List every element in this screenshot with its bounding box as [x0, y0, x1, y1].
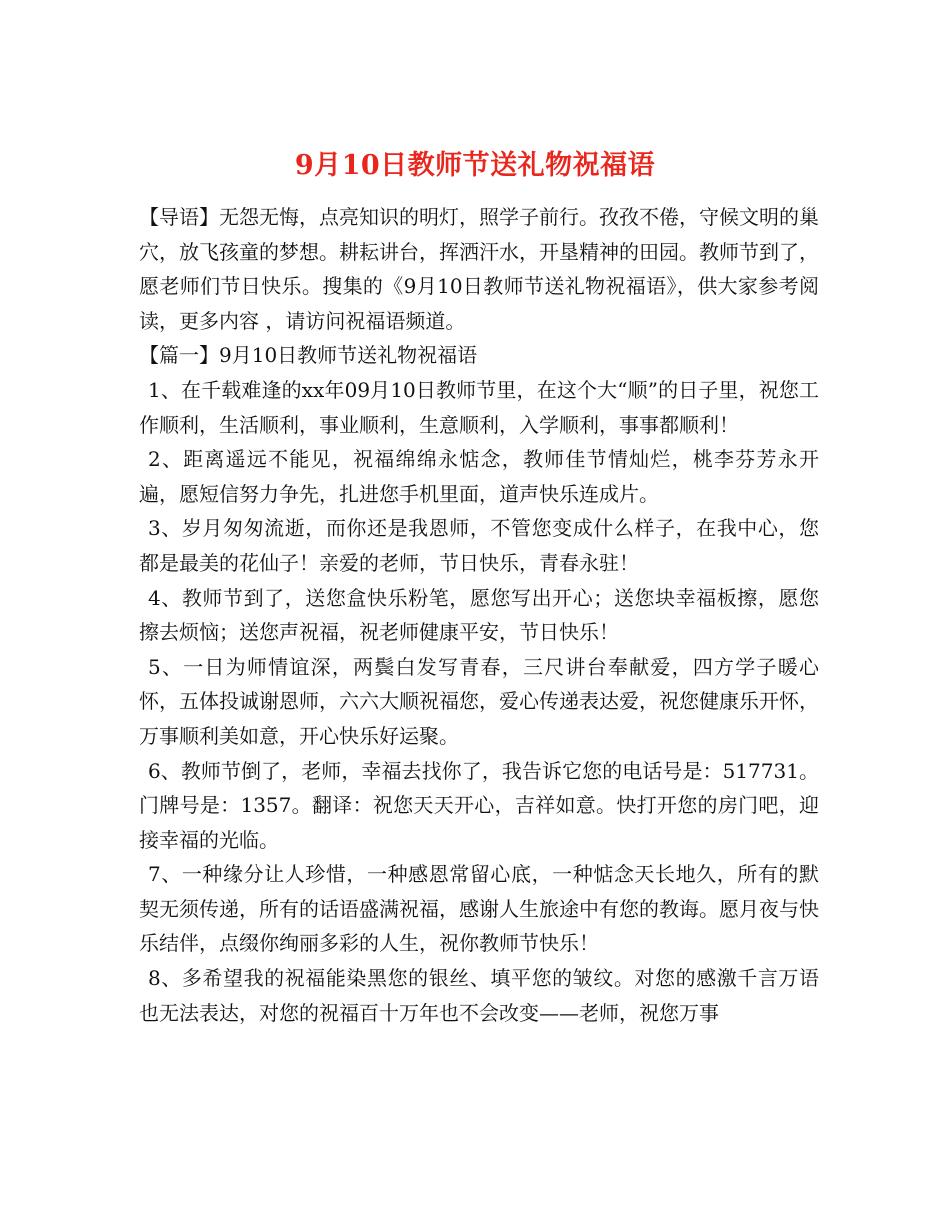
blessing-item-8: 8、多希望我的祝福能染黑您的银丝、填平您的皱纹。对您的感激千言万语也无法表达，对您的祝福百十万年也不会改变——老师，祝您万事 — [139, 966, 819, 1025]
blessing-item-6: 6、教师节倒了，老师，幸福去找你了，我告诉它您的电话号是：517731。门牌号是：1357。翻译：祝您天天开心，吉祥如意。快打开您的房门吧，迎接幸福的光临。 — [139, 758, 819, 852]
blessing-item-5: 5、一日为师情谊深，两鬓白发写青春，三尺讲台奉献爱，四方学子暖心怀，五体投诚谢恩师，六六大顺祝福您，爱心传递表达爱，祝您健康乐开怀，万事顺利美如意，开心快乐好运聚。 — [139, 654, 819, 748]
blessing-item-2: 2、距离遥远不能见，祝福绵绵永惦念，教师佳节情灿烂，桃李芬芳永开遍，愿短信努力争先，扎进您手机里面，道声快乐连成片。 — [139, 447, 819, 506]
section-heading: 【篇一】9月10日教师节送礼物祝福语 — [139, 343, 478, 368]
blessing-item-7: 7、一种缘分让人珍惜，一种感恩常留心底，一种惦念天长地久，所有的默契无须传递，所有的话语盛满祝福，感谢人生旅途中有您的教诲。愿月夜与快乐结伴，点缀你绚丽多彩的人生，祝你教师节快乐！ — [139, 862, 819, 956]
intro-paragraph: 【导语】无怨无悔，点亮知识的明灯，照学子前行。孜孜不倦，守候文明的巢穴，放飞孩童的梦想。耕耘讲台，挥洒汗水，开垦精神的田园。教师节到了，愿老师们节日快乐。搜集的《9月10日教师节送礼物祝福语》，供大家参考阅读，更多内容 ，请访问祝福语频道。 — [139, 205, 819, 333]
document-title: 9月10日教师节送礼物祝福语 — [294, 150, 656, 182]
document-body — [139, 200, 819, 1030]
blessing-item-1: 1、在千载难逢的xx年09月10日教师节里，在这个大“顺”的日子里，祝您工作顺利，生活顺利，事业顺利，生意顺利，入学顺利，事事都顺利！ — [139, 377, 819, 437]
blessing-item-4: 4、教师节到了，送您盒快乐粉笔，愿您写出开心；送您块幸福板擦，愿您擦去烦恼；送您声祝福，祝老师健康平安，节日快乐！ — [139, 585, 819, 645]
blessing-item-3: 3、岁月匆匆流逝，而你还是我恩师，不管您变成什么样子，在我中心，您都是最美的花仙子！亲爱的老师，节日快乐，青春永驻！ — [139, 516, 819, 575]
